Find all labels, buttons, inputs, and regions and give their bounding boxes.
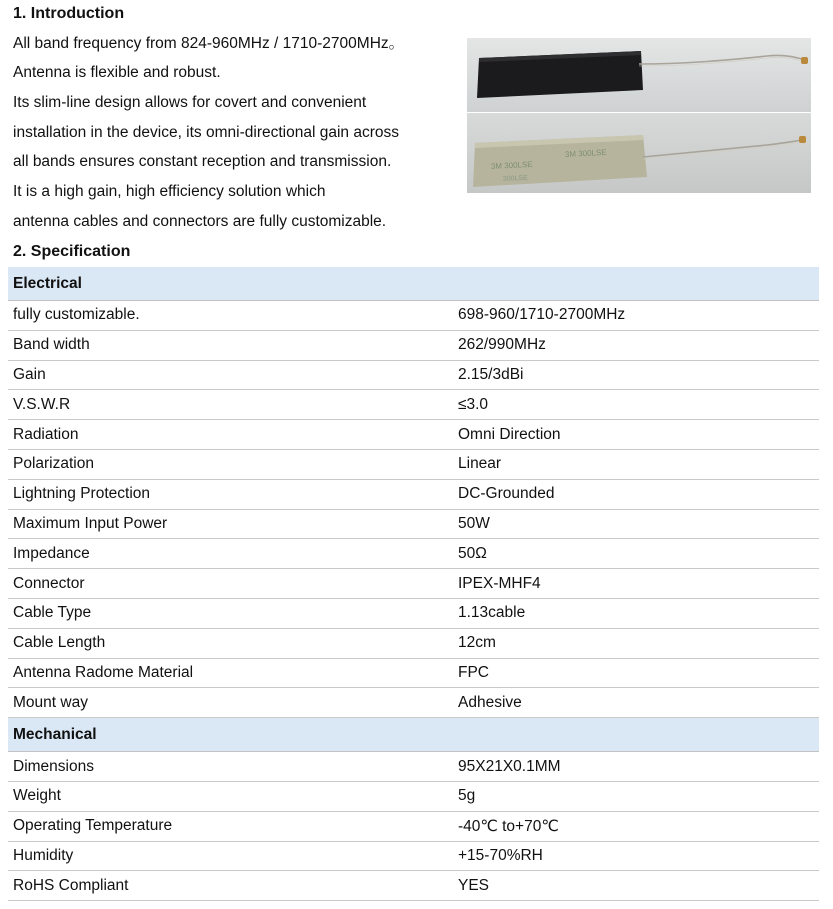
table-row [8,539,819,569]
section-header-mechanical [8,718,819,752]
spec-value: ≤3.0 [453,390,819,420]
spec-value: Omni Direction [453,420,819,450]
spec-label: Radiation [8,420,453,450]
intro-line: Antenna is flexible and robust. [13,64,221,81]
spec-label: Lightning Protection [8,479,453,509]
intro-line: all bands ensures constant reception and transmission. [13,153,392,170]
antenna-back-photo [467,113,811,193]
spec-label: Humidity [8,841,453,871]
spec-value: 50Ω [453,539,819,569]
spec-value: 2.15/3dBi [453,360,819,390]
table-row [8,841,819,871]
intro-heading: 1. Introduction [13,5,125,22]
table-row [8,420,819,450]
intro-line: installation in the device, its omni-directional gain across [13,124,399,141]
table-row [8,301,819,331]
table-row [8,752,819,782]
section-title: Electrical [8,267,819,301]
spec-label: Dimensions [8,752,453,782]
spec-value: 5g [453,781,819,811]
spec-label: Cable Type [8,598,453,628]
table-row [8,360,819,390]
spec-label: Maximum Input Power [8,509,453,539]
adhesive-label: 3M 300LSE [490,159,533,171]
table-row [8,781,819,811]
spec-value: 1.13cable [453,598,819,628]
table-row [8,390,819,420]
svg-text:3M 300LSE: 3M 300LSE [564,147,607,159]
spec-value: 95X21X0.1MM [453,752,819,782]
spec-label: fully customizable. [8,301,453,331]
spec-value: +15-70%RH [453,841,819,871]
spec-value: IPEX-MHF4 [453,569,819,599]
spec-value: DC-Grounded [453,479,819,509]
table-row [8,598,819,628]
spec-value: -40℃ to+70℃ [453,811,819,841]
table-row [8,569,819,599]
table-row [8,688,819,718]
table-row [8,449,819,479]
spec-label: Gain [8,360,453,390]
svg-text:300LSE: 300LSE [502,174,528,183]
intro-line: It is a high gain, high efficiency solution which [13,183,326,200]
spec-label: Operating Temperature [8,811,453,841]
table-row [8,509,819,539]
spec-label: V.S.W.R [8,390,453,420]
spec-value: Linear [453,449,819,479]
spec-value: FPC [453,658,819,688]
section-title: Mechanical [8,718,819,752]
spec-heading: 2. Specification [13,243,131,260]
spec-value: 698-960/1710-2700MHz [453,301,819,331]
intro-line: Its slim-line design allows for covert and convenient [13,94,367,111]
table-row [8,479,819,509]
spec-value: Adhesive [453,688,819,718]
intro-line: All band frequency from 824-960MHz / 1710-2700MHz。 [13,35,405,52]
intro-line: antenna cables and connectors are fully customizable. [13,213,387,230]
section-header-electrical [8,267,819,301]
spec-label: Weight [8,781,453,811]
spec-label: Cable Length [8,628,453,658]
spec-value: 262/990MHz [453,330,819,360]
table-row [8,871,819,901]
table-row [8,330,819,360]
table-row [8,811,819,841]
spec-label: Mount way [8,688,453,718]
spec-value: 12cm [453,628,819,658]
spec-value: 50W [453,509,819,539]
spec-label: Band width [8,330,453,360]
spec-label: Polarization [8,449,453,479]
spec-value: YES [453,871,819,901]
spec-label: Antenna Radome Material [8,658,453,688]
spec-label: RoHS Compliant [8,871,453,901]
spec-label: Connector [8,569,453,599]
spec-table [8,267,819,901]
spec-label: Impedance [8,539,453,569]
table-row [8,628,819,658]
table-row [8,658,819,688]
antenna-front-photo [467,38,811,112]
